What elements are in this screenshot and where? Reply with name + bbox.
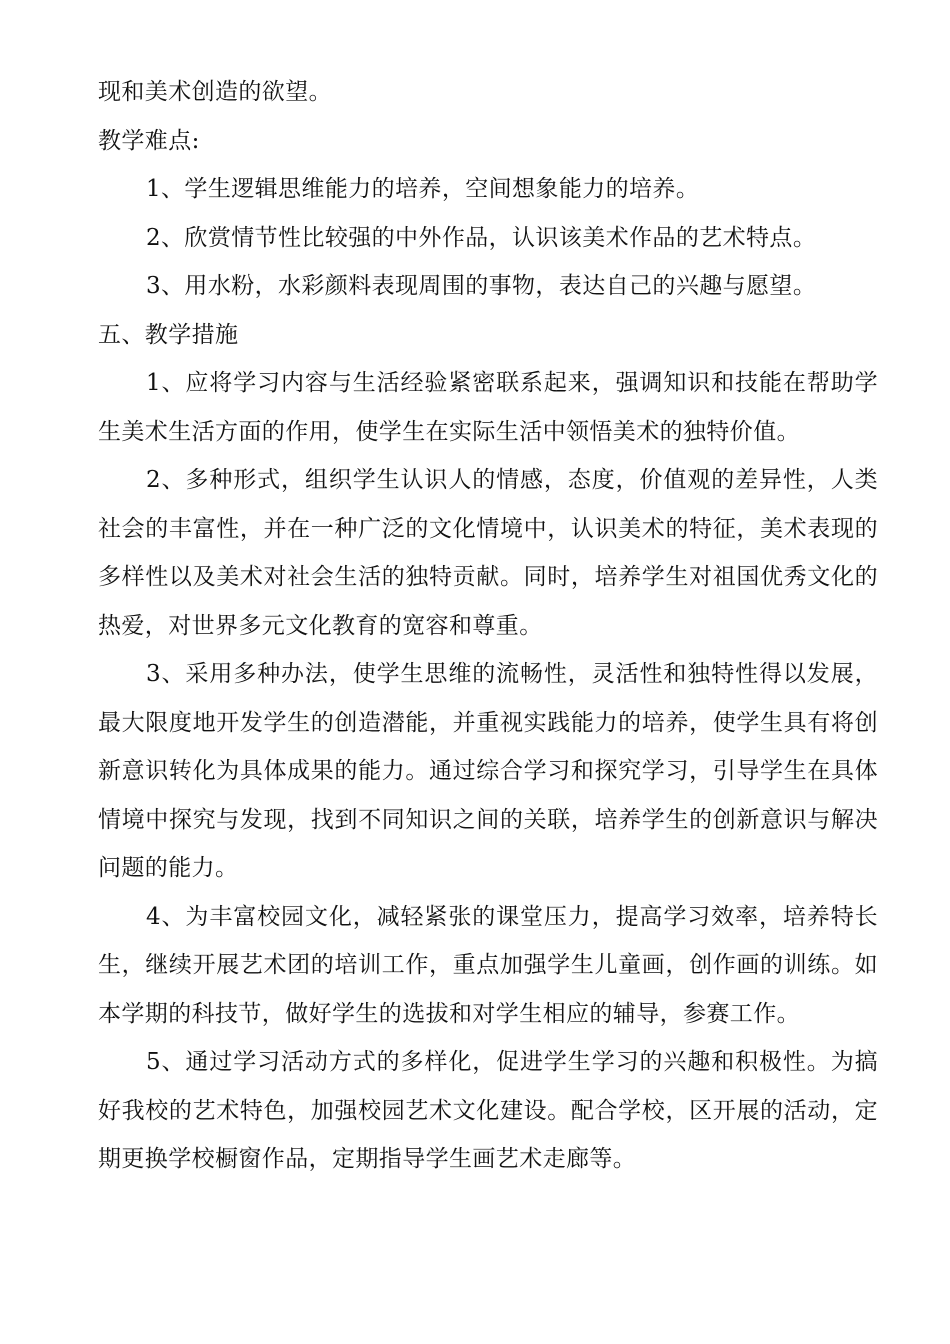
paragraph-continuation: 现和美术创造的欲望。 bbox=[98, 79, 332, 105]
section-heading-teaching-difficulties: 教学难点: bbox=[98, 127, 200, 154]
document-body bbox=[98, 68, 878, 1184]
measure-item-4: 4、为丰富校园文化，减轻紧张的课堂压力，提高学习效率，培养特长生，继续开展艺术团的培训工作，重点加强学生儿童画，创作画的训练。如本学期的科技节，做好学生的选拔和对学生相应的辅导，参赛工作。 bbox=[98, 903, 878, 1027]
difficulty-item-3: 3、用水粉，水彩颜料表现周围的事物，表达自己的兴趣与愿望。 bbox=[146, 273, 817, 299]
difficulty-item-2: 2、欣赏情节性比较强的中外作品，认识该美术作品的艺术特点。 bbox=[146, 224, 817, 251]
section-heading-teaching-measures: 五、教学措施 bbox=[98, 321, 239, 348]
measure-item-5: 5、通过学习活动方式的多样化，促进学生学习的兴趣和积极性。为搞好我校的艺术特色，加强校园艺术文化建设。配合学校，区开展的活动，定期更换学校橱窗作品，定期指导学生画艺术走廊等。 bbox=[98, 1049, 878, 1172]
measure-item-2: 2、多种形式，组织学生认识人的情感，态度，价值观的差异性，人类社会的丰富性，并在一种广泛的文化情境中，认识美术的特征，美术表现的多样性以及美术对社会生活的独特贡献。同时，培养学生对祖国优秀文化的热爱，对世界多元文化教育的宽容和尊重。 bbox=[98, 467, 878, 639]
measure-item-1: 1、应将学习内容与生活经验紧密联系起来，强调知识和技能在帮助学生美术生活方面的作用，使学生在实际生活中领悟美术的独特价值。 bbox=[98, 370, 878, 445]
difficulty-item-1: 1、学生逻辑思维能力的培养，空间想象能力的培养。 bbox=[146, 176, 700, 202]
measure-item-3: 3、采用多种办法，使学生思维的流畅性，灵活性和独特性得以发展，最大限度地开发学生的创造潜能，并重视实践能力的培养，使学生具有将创新意识转化为具体成果的能力。通过综合学习和探究学习，引导学生在具体情境中探究与发现，找到不同知识之间的关联，培养学生的创新意识与解决问题的能力。 bbox=[98, 661, 878, 881]
